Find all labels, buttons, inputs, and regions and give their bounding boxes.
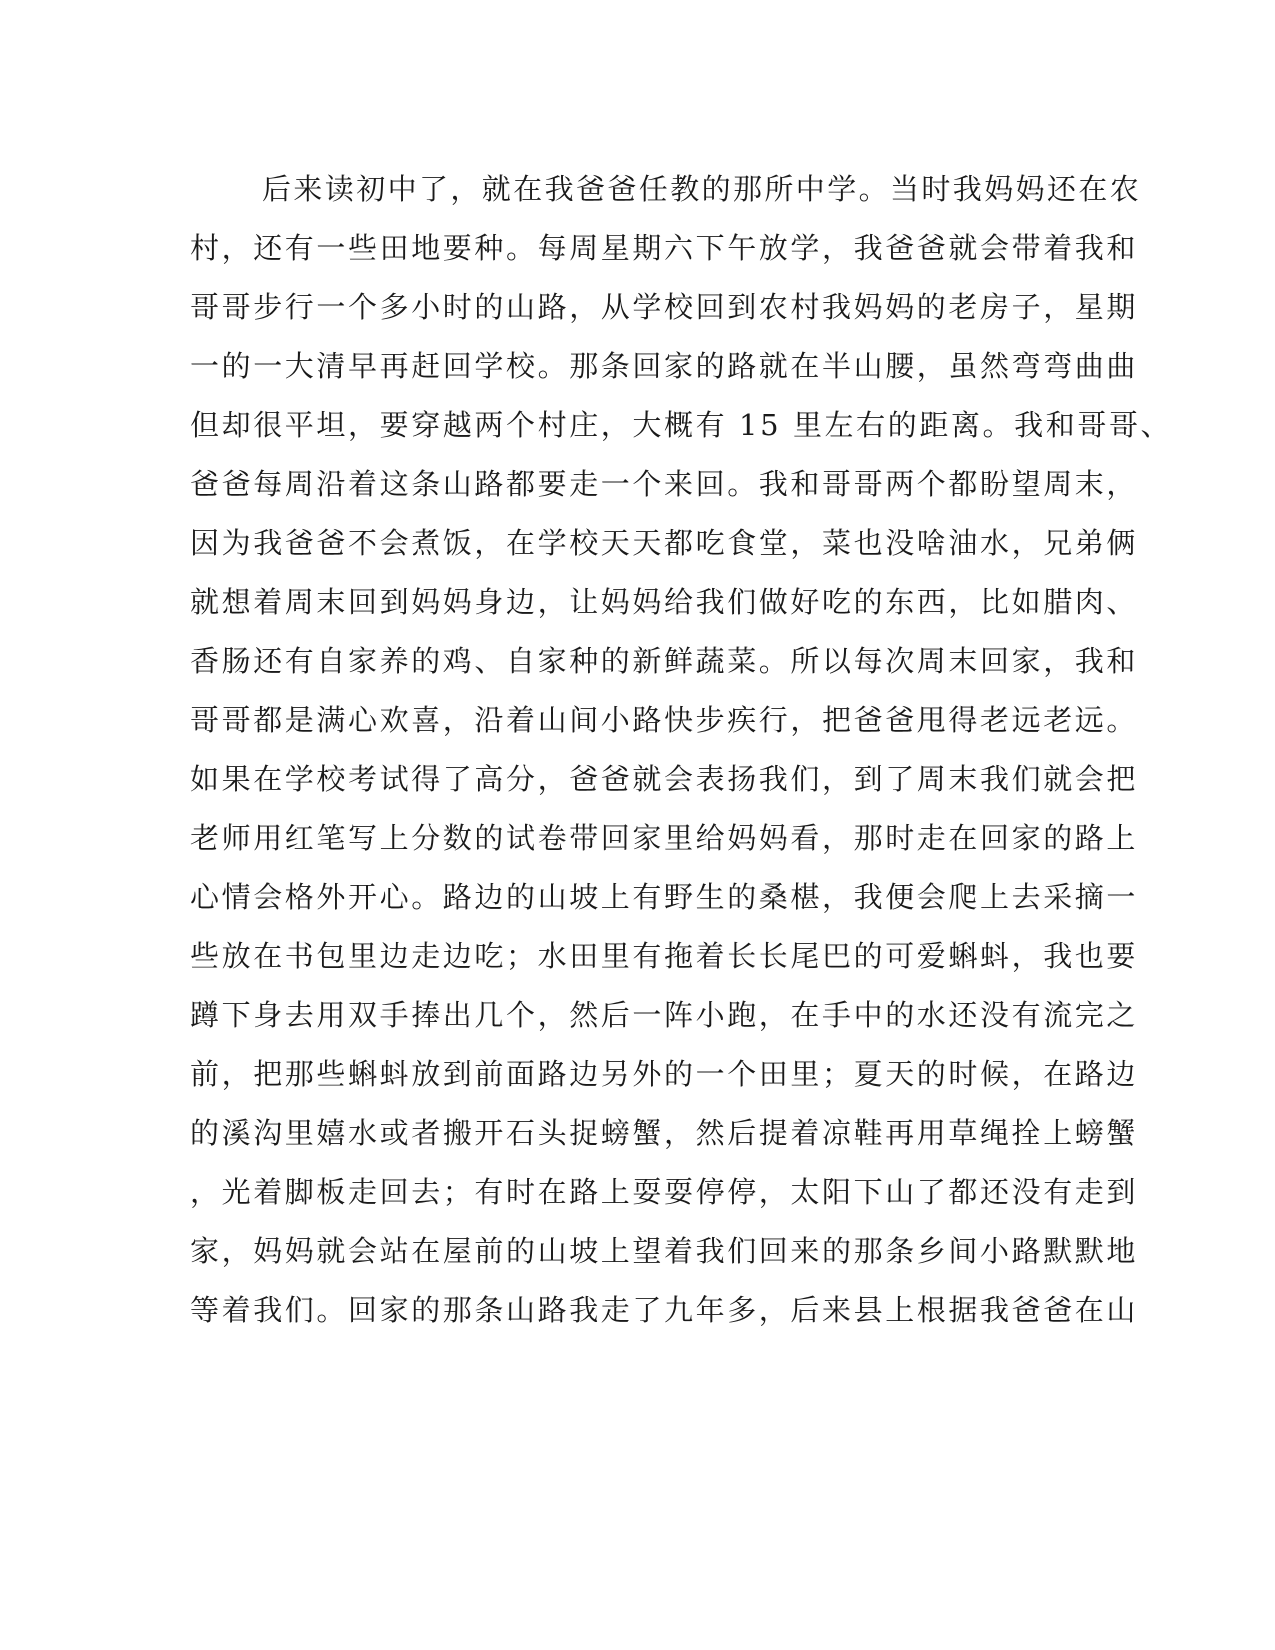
text-line: 蹲下身去用双手捧出几个，然后一阵小跑，在手中的水还没有流完之 bbox=[190, 998, 1139, 1032]
text-line: 家，妈妈就会站在屋前的山坡上望着我们回来的那条乡间小路默默地 bbox=[190, 1234, 1139, 1268]
text-line: 就想着周末回到妈妈身边，让妈妈给我们做好吃的东西，比如腊肉、 bbox=[190, 585, 1139, 619]
text-line: 后来读初中了，就在我爸爸任教的那所中学。当时我妈妈还在农 bbox=[262, 172, 1142, 206]
text-line: 因为我爸爸不会煮饭，在学校天天都吃食堂，菜也没啥油水，兄弟俩 bbox=[190, 526, 1139, 560]
text-line: 哥哥步行一个多小时的山路，从学校回到农村我妈妈的老房子，星期 bbox=[190, 290, 1139, 324]
text-line: 香肠还有自家养的鸡、自家种的新鲜蔬菜。所以每次周末回家，我和 bbox=[190, 644, 1139, 678]
text-line: 等着我们。回家的那条山路我走了九年多，后来县上根据我爸爸在山 bbox=[190, 1293, 1139, 1327]
text-line: ，光着脚板走回去；有时在路上耍耍停停，太阳下山了都还没有走到 bbox=[190, 1175, 1139, 1209]
text-line: 前，把那些蝌蚪放到前面路边另外的一个田里；夏天的时候，在路边 bbox=[190, 1057, 1139, 1091]
text-line: 爸爸每周沿着这条山路都要走一个来回。我和哥哥两个都盼望周末， bbox=[190, 467, 1139, 501]
text-line: 如果在学校考试得了高分，爸爸就会表扬我们，到了周末我们就会把 bbox=[190, 762, 1139, 796]
text-line: 村，还有一些田地要种。每周星期六下午放学，我爸爸就会带着我和 bbox=[190, 231, 1139, 265]
text-line: 心情会格外开心。路边的山坡上有野生的桑椹，我便会爬上去采摘一 bbox=[190, 880, 1139, 914]
text-line: 一的一大清早再赶回学校。那条回家的路就在半山腰，虽然弯弯曲曲 bbox=[190, 349, 1139, 383]
body-paragraph bbox=[190, 160, 1173, 1340]
text-line: 老师用红笔写上分数的试卷带回家里给妈妈看，那时走在回家的路上 bbox=[190, 821, 1139, 855]
text-line: 但却很平坦，要穿越两个村庄，大概有 15 里左右的距离。我和哥哥、 bbox=[190, 408, 1173, 442]
text-line: 哥哥都是满心欢喜，沿着山间小路快步疾行，把爸爸甩得老远老远。 bbox=[190, 703, 1139, 737]
text-line: 些放在书包里边走边吃；水田里有拖着长长尾巴的可爱蝌蚪，我也要 bbox=[190, 939, 1139, 973]
text-line: 的溪沟里嬉水或者搬开石头捉螃蟹，然后提着凉鞋再用草绳拴上螃蟹 bbox=[190, 1116, 1139, 1150]
